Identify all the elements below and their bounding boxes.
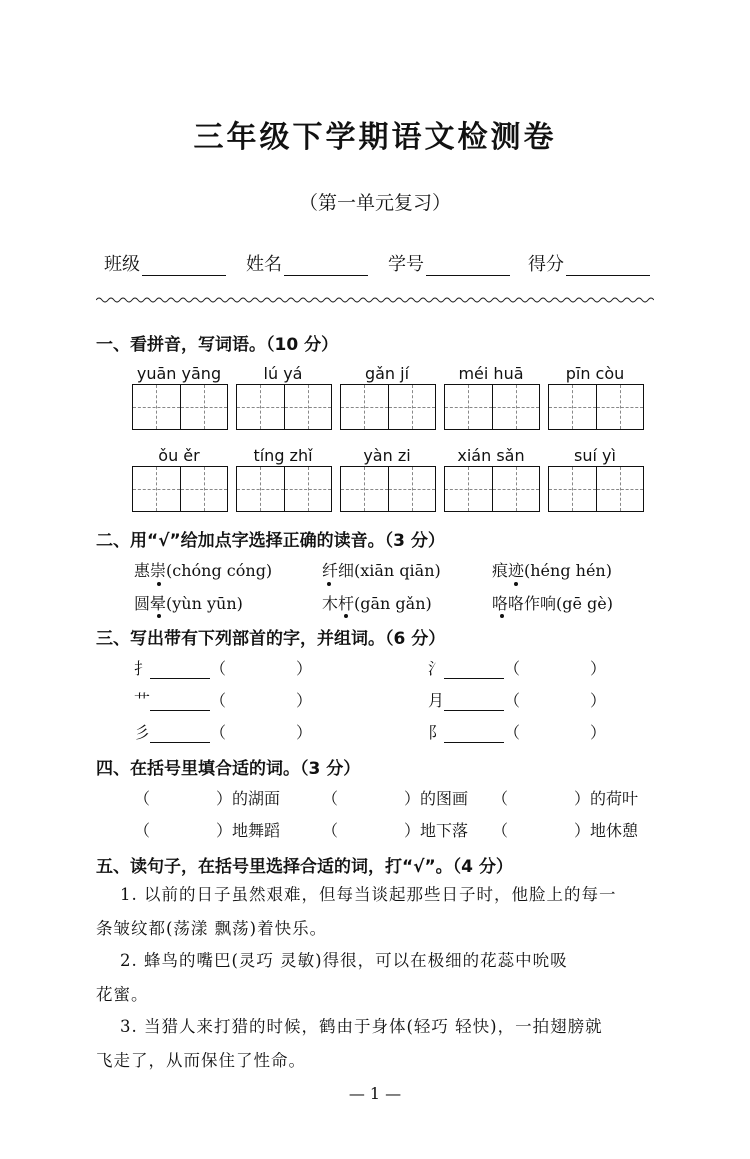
pinyin-label: méi huā xyxy=(458,364,524,383)
fill-word-item[interactable]: （ ）的荷叶 xyxy=(492,789,639,808)
emphasis-dot xyxy=(344,614,348,618)
emphasis-dot xyxy=(514,582,518,586)
pronunciation-item: 痕迹(héng hén) xyxy=(492,561,612,580)
pinyin-label: suí yì xyxy=(574,446,616,465)
class-field[interactable]: 班级 xyxy=(104,250,226,276)
emphasis-dot xyxy=(157,582,161,586)
section-3-heading: 三、写出带有下列部首的字，并组词。（6 分） xyxy=(96,629,446,649)
pinyin-label: gǎn jí xyxy=(364,364,410,383)
writing-grid[interactable] xyxy=(444,466,540,512)
wavy-divider xyxy=(96,296,654,304)
question-paragraph: 2. 蜂鸟的嘴巴(灵巧 灵敏)得很，可以在极细的花蕊中吮吸 花蜜。 xyxy=(96,951,568,1004)
section-1-heading: 一、看拼音，写词语。（10 分） xyxy=(96,335,339,355)
emphasis-dot xyxy=(157,614,161,618)
writing-grid[interactable] xyxy=(132,384,228,430)
question-paragraph: 1. 以前的日子虽然艰难，但每当谈起那些日子时，他脸上的每一 条皱纹都(荡漾 飘荡)着快乐。 xyxy=(96,885,617,938)
writing-grid[interactable] xyxy=(444,384,540,430)
pinyin-label: xián sǎn xyxy=(457,446,525,465)
pinyin-label: pīn còu xyxy=(565,364,625,383)
radical-item[interactable]: 扌 （ ） xyxy=(134,659,313,678)
fill-word-item[interactable]: （ ）地舞蹈 xyxy=(134,821,281,840)
pronunciation-item: 惠崇(chóng cóng) xyxy=(134,561,273,580)
radical-item[interactable]: 艹 （ ） xyxy=(134,691,313,710)
writing-grid[interactable] xyxy=(340,466,436,512)
section-4-heading: 四、在括号里填合适的词。（3 分） xyxy=(96,759,361,779)
page-number: — 1 — xyxy=(348,1084,402,1103)
pinyin-label: ǒu ěr xyxy=(158,446,200,465)
radical-item[interactable]: 氵 （ ） xyxy=(428,659,607,678)
writing-grid[interactable] xyxy=(236,384,332,430)
pronunciation-item: 圆晕(yùn yūn) xyxy=(134,594,243,613)
pronunciation-item: 纤细(xiān qiān) xyxy=(322,561,441,580)
writing-grid[interactable] xyxy=(340,384,436,430)
student-id-field[interactable]: 学号 xyxy=(388,250,510,276)
question-paragraph: 3. 当猎人来打猎的时候，鹤由于身体(轻巧 轻快)，一拍翅膀就 飞走了，从而保住了性命。 xyxy=(96,1017,603,1070)
writing-grid[interactable] xyxy=(548,384,644,430)
writing-grid[interactable] xyxy=(548,466,644,512)
writing-grid[interactable] xyxy=(132,466,228,512)
name-field[interactable]: 姓名 xyxy=(246,250,368,276)
page-subtitle: （第一单元复习） xyxy=(298,192,451,214)
fill-word-item[interactable]: （ ）地下落 xyxy=(322,821,469,840)
pinyin-label: lú yá xyxy=(263,364,303,383)
fill-word-item[interactable]: （ ）的图画 xyxy=(322,789,469,808)
emphasis-dot xyxy=(327,582,331,586)
radical-item[interactable]: 彡 （ ） xyxy=(134,723,313,742)
emphasis-dot xyxy=(500,614,504,618)
fill-word-item[interactable]: （ ）地休憩 xyxy=(492,821,639,840)
score-field[interactable]: 得分 xyxy=(528,250,650,276)
fill-word-item[interactable]: （ ）的湖面 xyxy=(134,789,281,808)
radical-item[interactable]: 月 （ ） xyxy=(428,691,607,710)
section-5-heading: 五、读句子，在括号里选择合适的词，打“√”。（4 分） xyxy=(96,857,513,877)
section-2-heading: 二、用“√”给加点字选择正确的读音。（3 分） xyxy=(96,531,445,551)
pronunciation-item: 咯咯作响(gē gè) xyxy=(492,594,613,613)
pronunciation-item: 木杆(gān gǎn) xyxy=(322,594,432,613)
pinyin-label: yàn zi xyxy=(363,446,411,465)
pinyin-label: tíng zhǐ xyxy=(253,446,313,465)
writing-grid[interactable] xyxy=(236,466,332,512)
pinyin-label: yuān yāng xyxy=(136,364,222,383)
page-title: 三年级下学期语文检测卷 xyxy=(193,120,557,155)
radical-item[interactable]: 阝 （ ） xyxy=(428,723,607,742)
